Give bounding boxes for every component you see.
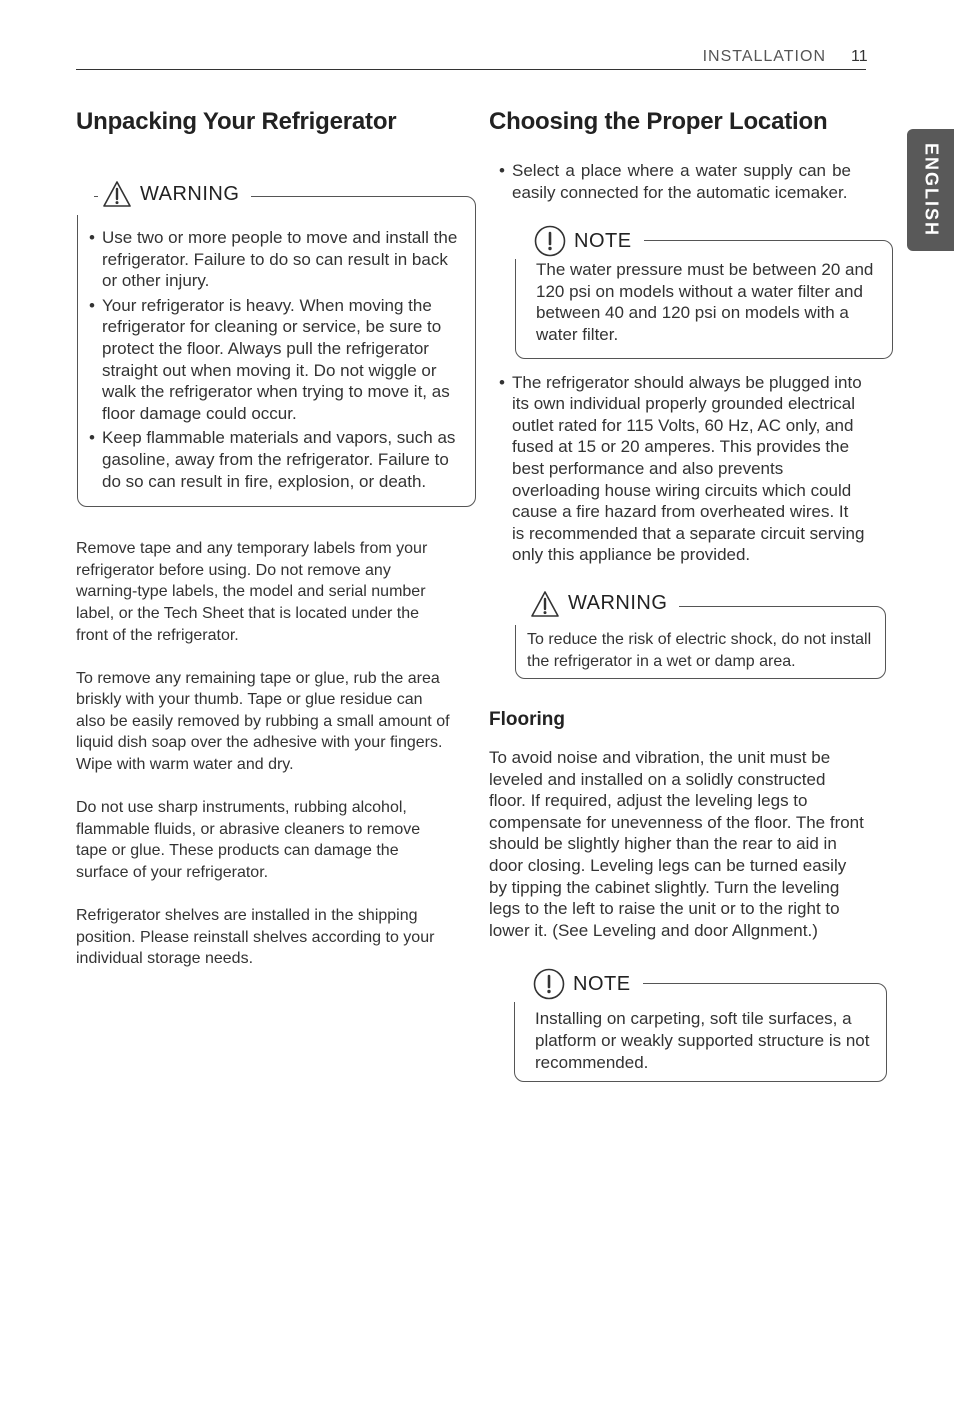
warning-text: To reduce the risk of electric shock, do not install the refrigerator in a wet or damp area. xyxy=(527,630,872,670)
note-exclamation-icon xyxy=(534,225,566,257)
note-box-flooring xyxy=(514,972,887,1082)
location-bullet-list xyxy=(489,372,865,566)
note-text: Installing on carpeting, soft tile surfaces, a platform or weakly supported structure is not recommended. xyxy=(535,1009,870,1072)
warning-list xyxy=(88,227,461,492)
note-title: NOTE xyxy=(574,229,632,252)
warning-box-electric-shock xyxy=(515,592,886,679)
warning-item: • Use two or more people to move and install the refrigerator. Failure to do so can result in back or other injury. xyxy=(88,227,461,292)
warning-header xyxy=(526,590,679,618)
language-tab xyxy=(907,129,954,251)
warning-box-unpacking xyxy=(77,182,476,507)
paragraph: Remove tape and any temporary labels from your refrigerator before using. Do not remove any warning-type labels, the model and serial number label, or the Tech Sheet that is located under the front of the refrigerator. xyxy=(76,540,428,644)
language-tab-label: ENGLISH xyxy=(921,142,941,238)
location-bullet-list xyxy=(489,160,851,203)
warning-item: • Keep flammable materials and vapors, such as gasoline, away from the refrigerator. Failure to do so can result in fire, explosion, or death. xyxy=(88,427,461,492)
warning-title: WARNING xyxy=(140,182,240,205)
paragraph: Refrigerator shelves are installed in the shipping position. Please reinstall shelves according to your individual storage needs. xyxy=(76,907,435,968)
left-column xyxy=(76,108,458,992)
warning-triangle-icon xyxy=(530,590,560,618)
right-column xyxy=(489,108,874,1082)
paragraph: Do not use sharp instruments, rubbing alcohol, flammable fluids, or abrasive cleaners to remove tape or glue. These products can damage the surface of your refrigerator. xyxy=(76,799,421,882)
note-header xyxy=(529,968,643,1000)
note-header xyxy=(530,225,644,257)
note-exclamation-icon xyxy=(533,968,565,1000)
warning-triangle-icon xyxy=(102,180,132,208)
header-divider xyxy=(76,69,866,70)
box-corner-gap xyxy=(76,195,94,215)
page-number: 11 xyxy=(851,48,868,65)
note-title: NOTE xyxy=(573,972,631,995)
note-text: The water pressure must be between 20 and 120 psi on models without a water filter and between 40 and 120 psi on models with a water filter. xyxy=(536,260,874,344)
unpacking-paragraphs xyxy=(76,538,454,970)
section-title-unpacking: Unpacking Your Refrigerator xyxy=(76,108,397,135)
location-bullet: • The refrigerator should always be plugged into its own individual properly grounded electrical outlet rated for 115 Volts, 60 Hz, AC only, and fused at 15 or 20 amperes. This provides the best performance and also prevents overloading house wiring circuits which could cause a fire hazard from overheated wires. It is recommended that a separate circuit serving only this appliance be provided. xyxy=(489,372,865,566)
flooring-text: To avoid noise and vibration, the unit must be leveled and installed on a solidly constructed floor. If required, adjust the leveling legs to compensate for unevenness of the floor. The front should be slightly higher than the rear to aid in door closing. Leveling legs can be turned easily by tipping the cabinet slightly. Turn the leveling legs to the left to raise the unit or to the right to lower it. (See Leveling and door Allgnment.) xyxy=(489,748,864,940)
header-section-label: INSTALLATION xyxy=(702,48,826,65)
paragraph: To remove any remaining tape or glue, rub the area briskly with your thumb. Tape or glue residue can also be easily removed by rubbing a small amount of liquid dish soap over the adhesive with your fingers. Wipe with warm water and dry. xyxy=(76,669,450,774)
note-box-water-pressure xyxy=(515,229,893,358)
warning-header xyxy=(98,180,251,208)
warning-title: WARNING xyxy=(568,592,668,615)
warning-item: • Your refrigerator is heavy. When moving the refrigerator for cleaning or service, be sure to protect the floor. Always pull the refrigerator straight out when moving it. Do not wiggle or walk the refrigerator when trying to move it, as floor damage could occur. xyxy=(88,295,461,425)
section-title-location: Choosing the Proper Location xyxy=(489,108,828,135)
flooring-title: Flooring xyxy=(489,709,565,731)
location-bullet: • Select a place where a water supply can be easily connected for the automatic icemaker. xyxy=(489,160,851,203)
